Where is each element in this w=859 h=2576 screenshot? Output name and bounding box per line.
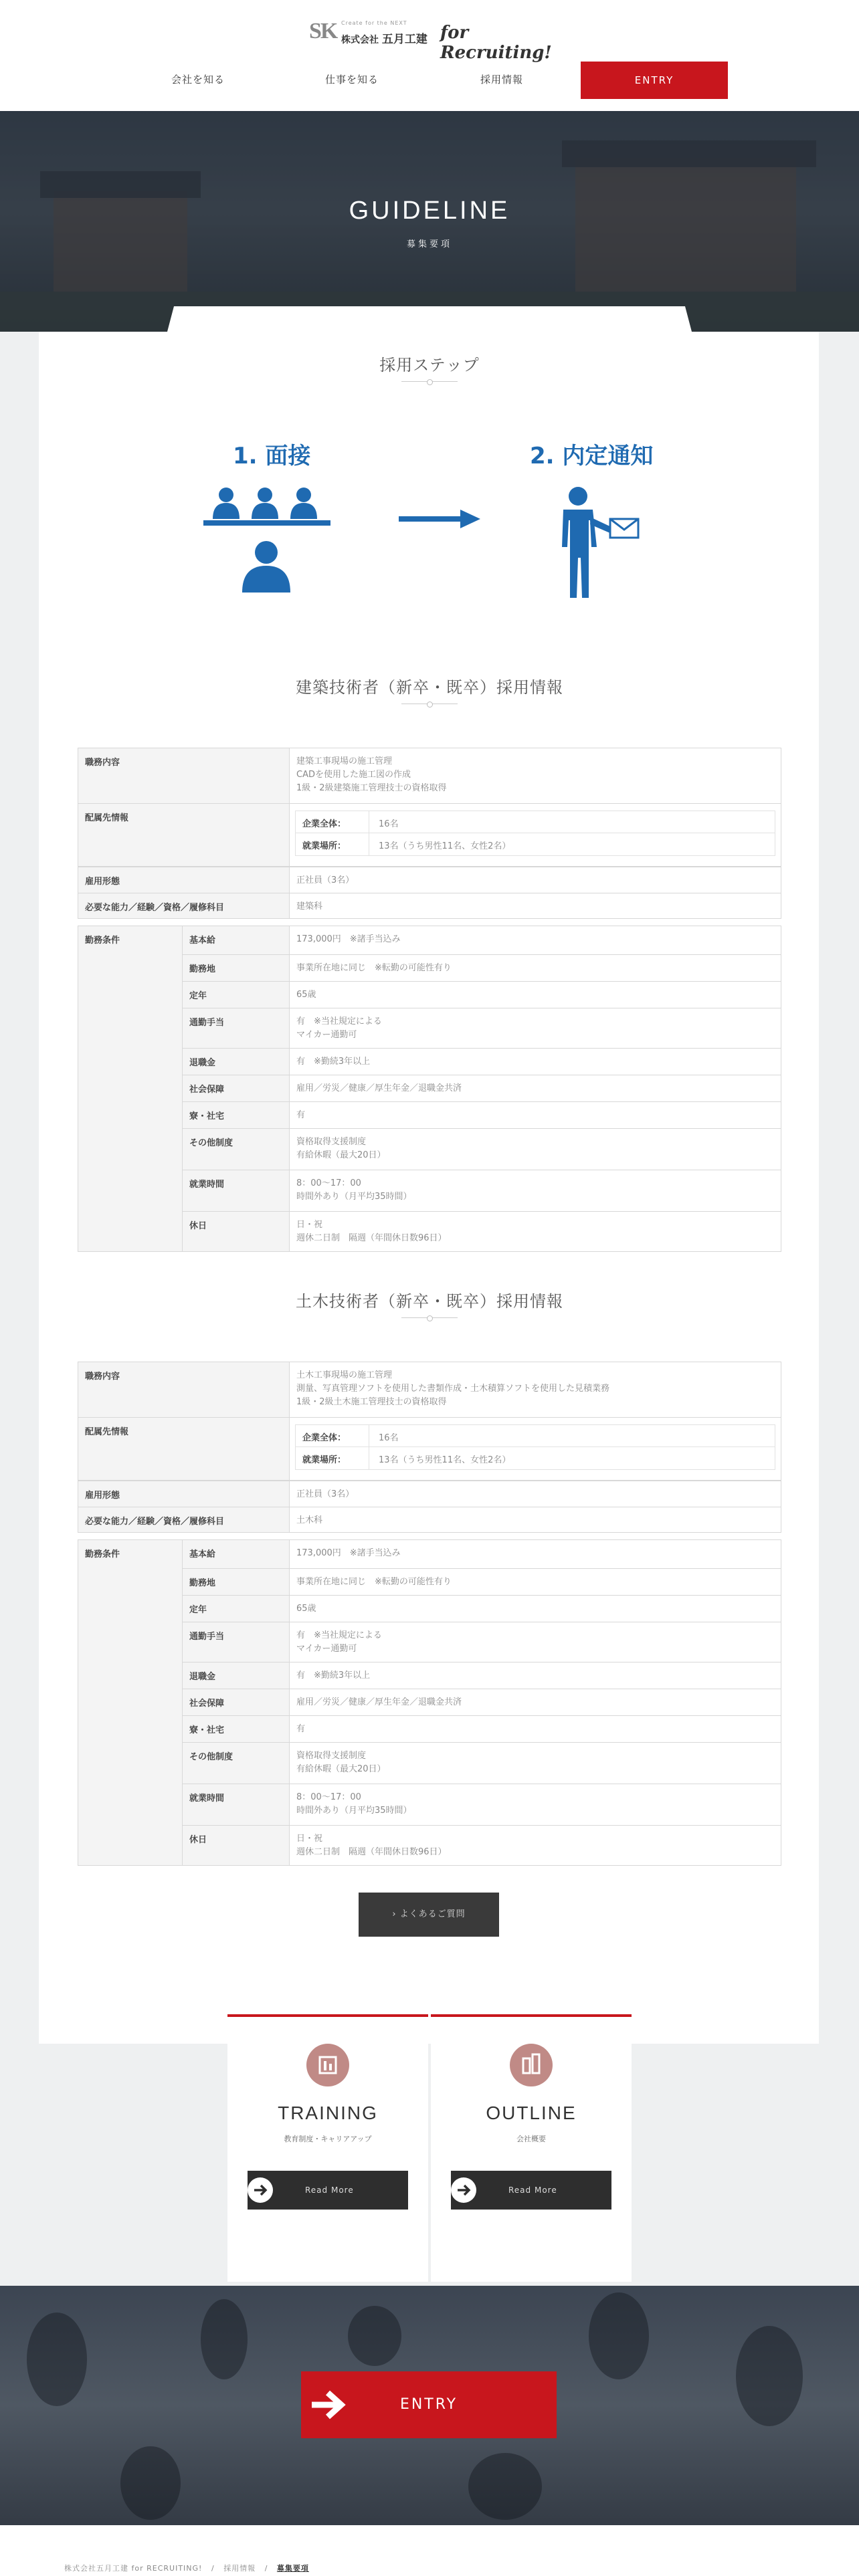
company-name: 五月工建 bbox=[381, 33, 427, 46]
placement-key: 企業全体： bbox=[296, 1425, 369, 1446]
condition-line: 週休二日制 隔週（年間休日数96日） bbox=[296, 1233, 447, 1243]
arrow-right-icon bbox=[248, 2177, 273, 2203]
table-row bbox=[78, 867, 781, 893]
table-row bbox=[183, 1170, 781, 1211]
step2-label: 2. 内定通知 bbox=[530, 443, 654, 469]
condition-value bbox=[290, 1075, 781, 1101]
condition-key: 休日 bbox=[183, 1826, 290, 1865]
condition-value bbox=[290, 926, 781, 954]
condition-value bbox=[290, 982, 781, 1008]
condition-value bbox=[290, 1170, 781, 1211]
card-training[interactable] bbox=[227, 2014, 428, 2282]
condition-line: 時間外あり（月平均35時間） bbox=[296, 1192, 412, 1202]
row-label-conditions: 勤務条件 bbox=[78, 1540, 183, 1865]
job-table-conditions bbox=[78, 1539, 781, 1866]
card-outline[interactable] bbox=[431, 2014, 632, 2282]
condition-line: 有 ※勤続3年以上 bbox=[296, 1057, 371, 1067]
entry-banner-button[interactable] bbox=[301, 2371, 557, 2438]
condition-line: 日・祝 bbox=[296, 1220, 323, 1230]
bg-figure bbox=[27, 2313, 87, 2406]
interview-icon bbox=[201, 486, 335, 599]
condition-key: 定年 bbox=[183, 1596, 290, 1622]
condition-line: 有 ※当社規定による bbox=[296, 1630, 382, 1640]
condition-line: 173,000円 ※諸手当込み bbox=[296, 934, 401, 944]
condition-line: 8：00〜17：00 bbox=[296, 1792, 361, 1802]
duty-line: 1級・2級建築施工管理技士の資格取得 bbox=[296, 783, 447, 793]
table-row bbox=[183, 981, 781, 1008]
job-table-middle bbox=[78, 867, 781, 919]
job-title-architecture: 建築技術者（新卒・既卒）採用情報 bbox=[296, 678, 563, 697]
condition-line: 65歳 bbox=[296, 1604, 316, 1614]
condition-line: 日・祝 bbox=[296, 1834, 323, 1844]
arrow-right-icon bbox=[308, 2389, 351, 2421]
condition-line: 有 bbox=[296, 1110, 306, 1120]
nav-item-work[interactable]: 仕事を知る bbox=[325, 74, 379, 86]
table-row bbox=[183, 1715, 781, 1742]
row-label-duties: 職務内容 bbox=[78, 748, 290, 803]
condition-key: 休日 bbox=[183, 1212, 290, 1251]
row-value-employment: 正社員（3名） bbox=[296, 875, 355, 885]
bg-figure bbox=[468, 2453, 542, 2520]
global-nav bbox=[0, 62, 859, 99]
table-row bbox=[78, 1417, 781, 1480]
faq-button[interactable]: › よくあるご質問 bbox=[359, 1893, 499, 1937]
placement-inner-row bbox=[295, 811, 775, 833]
table-row bbox=[183, 1595, 781, 1622]
row-label-employment: 雇用形態 bbox=[78, 1481, 290, 1507]
job-title-rule bbox=[401, 1315, 458, 1321]
table-row bbox=[183, 954, 781, 981]
row-value-skills: 土木科 bbox=[296, 1515, 323, 1525]
condition-key: 社会保障 bbox=[183, 1075, 290, 1101]
duty-line: 建築工事現場の施工管理 bbox=[296, 756, 393, 766]
condition-value bbox=[290, 1784, 781, 1825]
step1-label: 1. 面接 bbox=[233, 443, 311, 469]
condition-value bbox=[290, 1596, 781, 1622]
placement-value: 16名 bbox=[379, 819, 399, 829]
page-hero bbox=[0, 111, 859, 332]
read-more-label: Read More bbox=[305, 2185, 354, 2195]
condition-line: 173,000円 ※諸手当込み bbox=[296, 1548, 401, 1558]
row-value-employment: 正社員（3名） bbox=[296, 1489, 355, 1499]
company-prefix: 株式会社 bbox=[341, 35, 379, 45]
condition-line: 資格取得支援制度 bbox=[296, 1751, 367, 1761]
condition-line: 資格取得支援制度 bbox=[296, 1137, 367, 1147]
condition-value bbox=[290, 1826, 781, 1865]
condition-line: 有 bbox=[296, 1724, 306, 1734]
table-row bbox=[183, 1540, 781, 1568]
condition-line: 事業所在地に同じ ※転勤の可能性有り bbox=[296, 1577, 452, 1587]
row-label-placement: 配属先情報 bbox=[78, 804, 290, 866]
card-subtitle: 会社概要 bbox=[516, 2135, 546, 2143]
placement-inner-row bbox=[295, 833, 775, 856]
site-header bbox=[0, 0, 859, 111]
condition-value bbox=[290, 1102, 781, 1128]
row-value-skills: 建築科 bbox=[296, 901, 323, 911]
breadcrumb-separator: / bbox=[264, 2564, 268, 2573]
page-subtitle: 募集要項 bbox=[406, 239, 452, 249]
breadcrumb-parent[interactable]: 採用情報 bbox=[223, 2564, 256, 2573]
condition-line: マイカー通勤可 bbox=[296, 1030, 357, 1040]
condition-key: その他制度 bbox=[183, 1743, 290, 1784]
entry-banner-label: ENTRY bbox=[399, 2396, 458, 2413]
job-title-civil: 土木技術者（新卒・既卒）採用情報 bbox=[296, 1292, 563, 1311]
steps-title-rule bbox=[401, 379, 458, 385]
duty-line: 測量、写真管理ソフトを使用した書類作成・土木積算ソフトを使用した見積業務 bbox=[296, 1384, 610, 1394]
condition-key: 寮・社宅 bbox=[183, 1716, 290, 1742]
row-value-duties bbox=[290, 1362, 781, 1417]
condition-value bbox=[290, 1569, 781, 1595]
bg-figure bbox=[120, 2446, 181, 2520]
table-row bbox=[183, 1211, 781, 1251]
entry-banner-section bbox=[0, 2286, 859, 2525]
table-row bbox=[183, 926, 781, 954]
condition-key: 通勤手当 bbox=[183, 1622, 290, 1662]
card-subtitle: 教育制度・キャリアアップ bbox=[284, 2135, 372, 2143]
condition-line: 週休二日制 隔週（年間休日数96日） bbox=[296, 1847, 447, 1857]
row-label-skills: 必要な能力／経験／資格／履修科目 bbox=[78, 1507, 290, 1532]
table-row bbox=[183, 1048, 781, 1075]
condition-value bbox=[290, 1212, 781, 1251]
steps-title: 採用ステップ bbox=[379, 356, 480, 374]
condition-line: 有 ※当社規定による bbox=[296, 1016, 382, 1027]
job-table-conditions bbox=[78, 926, 781, 1252]
placement-inner-row bbox=[295, 1424, 775, 1447]
row-label-employment: 雇用形態 bbox=[78, 867, 290, 893]
training-icon bbox=[306, 2044, 349, 2086]
condition-line: 有給休暇（最大20日） bbox=[296, 1764, 386, 1774]
condition-value bbox=[290, 1129, 781, 1170]
job-table-middle bbox=[78, 1481, 781, 1533]
placement-key: 就業場所： bbox=[296, 833, 369, 855]
row-label-skills: 必要な能力／経験／資格／履修科目 bbox=[78, 893, 290, 918]
placement-key: 就業場所： bbox=[296, 1447, 369, 1469]
breadcrumb bbox=[64, 2563, 309, 2573]
condition-value bbox=[290, 1689, 781, 1715]
placement-inner-row bbox=[295, 1447, 775, 1470]
condition-key: 社会保障 bbox=[183, 1689, 290, 1715]
table-row bbox=[78, 1481, 781, 1507]
condition-key: 退職金 bbox=[183, 1662, 290, 1689]
breadcrumb-separator: / bbox=[211, 2564, 215, 2573]
table-row bbox=[183, 1128, 781, 1170]
condition-key: 定年 bbox=[183, 982, 290, 1008]
table-row bbox=[78, 893, 781, 918]
condition-value bbox=[290, 1662, 781, 1689]
placement-value: 13名（うち男性11名、女性2名） bbox=[379, 841, 511, 851]
breadcrumb-home[interactable]: 株式会社五月工建 for RECRUITING! bbox=[64, 2564, 203, 2573]
condition-key: 基本給 bbox=[183, 926, 290, 954]
condition-line: 時間外あり（月平均35時間） bbox=[296, 1806, 412, 1816]
duty-line: 1級・2級土木施工管理技士の資格取得 bbox=[296, 1397, 447, 1407]
condition-key: 勤務地 bbox=[183, 1569, 290, 1595]
condition-line: マイカー通勤可 bbox=[296, 1644, 357, 1654]
table-row bbox=[78, 748, 781, 803]
table-row bbox=[183, 1742, 781, 1784]
condition-line: 有 ※勤続3年以上 bbox=[296, 1671, 371, 1681]
bg-figure bbox=[736, 2326, 803, 2426]
read-more-button[interactable] bbox=[451, 2171, 611, 2210]
logo-mark: SK bbox=[309, 19, 337, 43]
table-row bbox=[78, 803, 781, 866]
row-label-conditions: 勤務条件 bbox=[78, 926, 183, 1251]
nav-item-company[interactable]: 会社を知る bbox=[171, 74, 225, 86]
nav-item-recruit[interactable]: 採用情報 bbox=[480, 74, 524, 86]
card-title: OUTLINE bbox=[486, 2103, 577, 2123]
arrow-right-icon bbox=[451, 2177, 476, 2203]
site-logo[interactable] bbox=[309, 17, 552, 63]
condition-key: 寮・社宅 bbox=[183, 1102, 290, 1128]
arrow-right-icon bbox=[399, 510, 480, 528]
logo-company bbox=[341, 29, 427, 46]
condition-line: 有給休暇（最大20日） bbox=[296, 1150, 386, 1160]
table-row bbox=[183, 1689, 781, 1715]
condition-key: 基本給 bbox=[183, 1540, 290, 1568]
condition-value bbox=[290, 1622, 781, 1662]
row-value-duties bbox=[290, 748, 781, 803]
condition-key: 勤務地 bbox=[183, 955, 290, 981]
logo-tagline: Create for the NEXT bbox=[341, 20, 407, 26]
condition-line: 8：00〜17：00 bbox=[296, 1178, 361, 1188]
hero-tab-shape bbox=[167, 306, 692, 332]
breadcrumb-current: 募集要項 bbox=[276, 2564, 309, 2573]
job-title-rule bbox=[401, 701, 458, 708]
bg-figure bbox=[589, 2292, 649, 2379]
duty-line: CADを使用した施工図の作成 bbox=[296, 770, 411, 780]
table-row bbox=[78, 1362, 781, 1417]
condition-key: 就業時間 bbox=[183, 1170, 290, 1211]
read-more-button[interactable] bbox=[248, 2171, 408, 2210]
duty-line: 土木工事現場の施工管理 bbox=[296, 1370, 393, 1380]
card-title: TRAINING bbox=[278, 2103, 378, 2123]
table-row bbox=[183, 1568, 781, 1595]
row-label-duties: 職務内容 bbox=[78, 1362, 290, 1417]
condition-key: その他制度 bbox=[183, 1129, 290, 1170]
table-row bbox=[183, 1662, 781, 1689]
condition-line: 雇用／労災／健康／厚生年金／退職金共済 bbox=[296, 1083, 462, 1093]
condition-line: 事業所在地に同じ ※転勤の可能性有り bbox=[296, 963, 452, 973]
logo-script: for Recruiting! bbox=[440, 23, 552, 63]
table-row bbox=[183, 1784, 781, 1825]
bg-figure bbox=[201, 2299, 248, 2379]
condition-value bbox=[290, 955, 781, 981]
bg-figure bbox=[348, 2306, 401, 2366]
condition-value bbox=[290, 1716, 781, 1742]
page-footer bbox=[0, 2525, 859, 2576]
placement-value: 13名（うち男性11名、女性2名） bbox=[379, 1455, 511, 1465]
table-row bbox=[183, 1825, 781, 1865]
nav-entry-button[interactable]: ENTRY bbox=[581, 62, 728, 99]
table-row bbox=[183, 1101, 781, 1128]
condition-key: 通勤手当 bbox=[183, 1008, 290, 1048]
table-row bbox=[183, 1622, 781, 1662]
row-label-placement: 配属先情報 bbox=[78, 1418, 290, 1480]
job-table-upper bbox=[78, 748, 781, 867]
placement-key: 企業全体： bbox=[296, 811, 369, 833]
table-row bbox=[183, 1008, 781, 1048]
condition-key: 就業時間 bbox=[183, 1784, 290, 1825]
condition-key: 退職金 bbox=[183, 1049, 290, 1075]
table-row bbox=[78, 1507, 781, 1532]
read-more-label: Read More bbox=[508, 2185, 557, 2195]
condition-line: 65歳 bbox=[296, 990, 316, 1000]
condition-value bbox=[290, 1008, 781, 1048]
table-row bbox=[183, 1075, 781, 1101]
placement-value: 16名 bbox=[379, 1433, 399, 1443]
condition-value bbox=[290, 1540, 781, 1568]
page-title: GUIDELINE bbox=[349, 197, 510, 225]
condition-value bbox=[290, 1743, 781, 1784]
condition-line: 雇用／労災／健康／厚生年金／退職金共済 bbox=[296, 1697, 462, 1707]
condition-value bbox=[290, 1049, 781, 1075]
buildings-icon bbox=[510, 2044, 553, 2086]
offer-notice-icon bbox=[546, 486, 646, 599]
job-table-upper bbox=[78, 1362, 781, 1481]
